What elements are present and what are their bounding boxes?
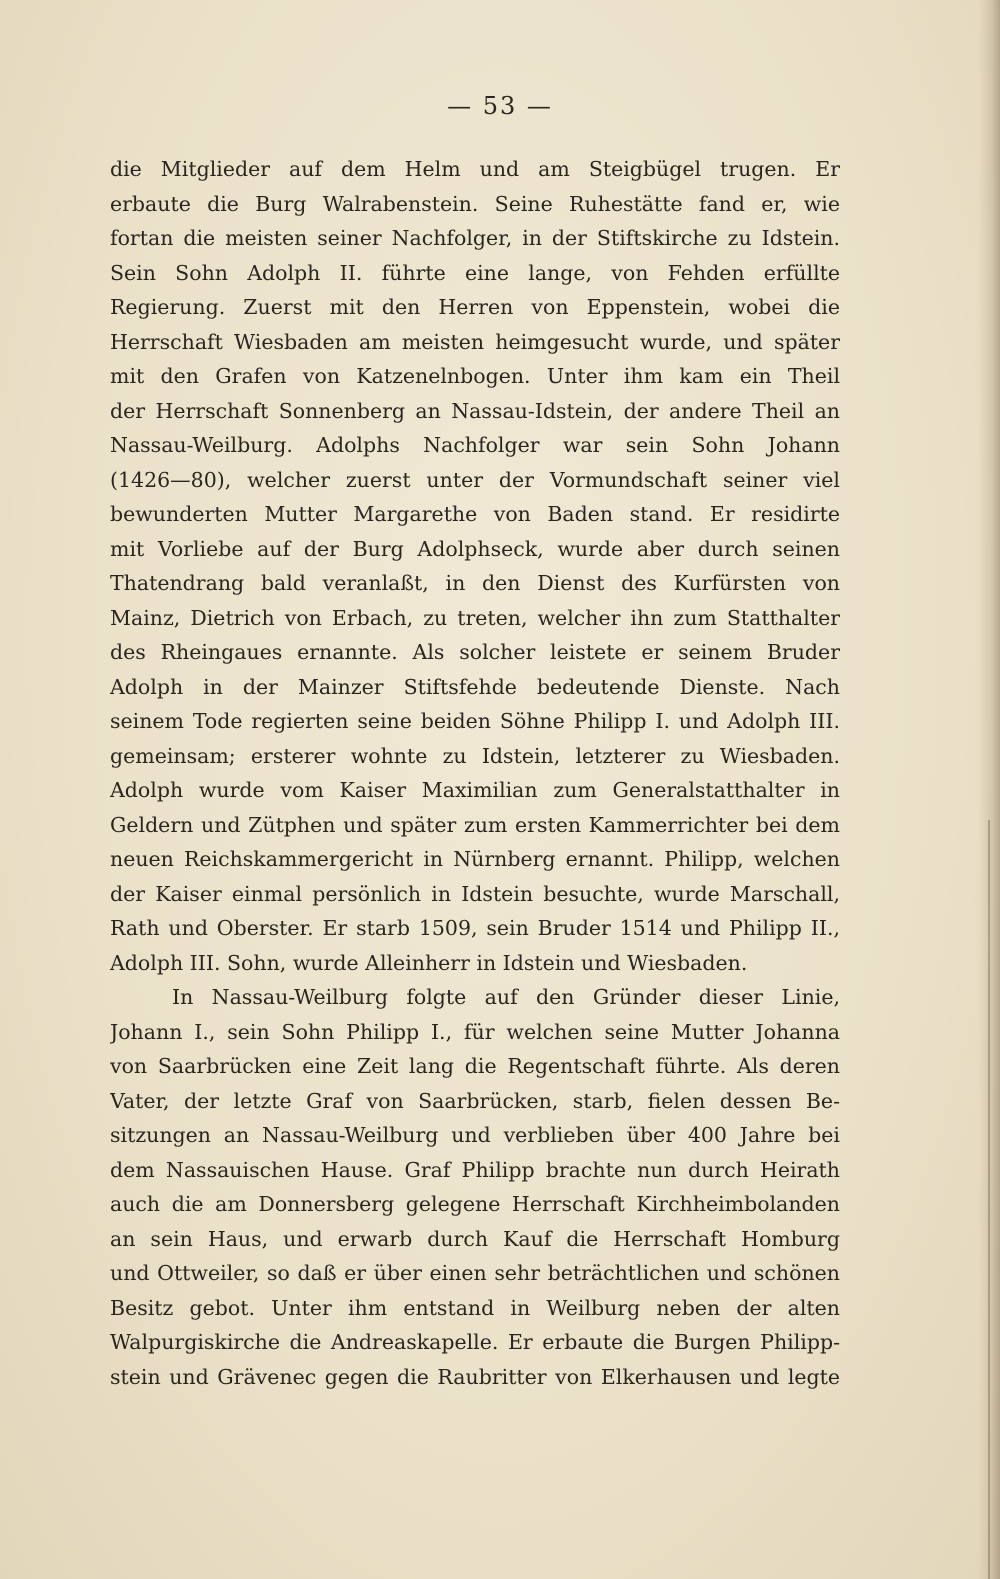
text-line: stein und Grävenec gegen die Raubritter von Elkerhausen und legte xyxy=(110,1364,840,1389)
text-line: Adolph in der Mainzer Stiftsfehde bedeutende Dienste. Nach xyxy=(110,674,840,699)
text-line: mit den Grafen von Katzenelnbogen. Unter ihm kam ein Theil xyxy=(110,364,840,388)
text-line: Johann I., sein Sohn Philipp I., für welchen seine Mutter Johanna xyxy=(110,1019,840,1044)
text-line: des Rheingaues ernannte. Als solcher leistete er seinem Bruder xyxy=(110,640,840,664)
text-line: Mainz, Dietrich von Erbach, zu treten, welcher ihn zum Statthalter xyxy=(110,605,840,630)
text-line: gemeinsam; ersterer wohnte zu Idstein, letzterer zu Wiesbaden. xyxy=(110,743,840,768)
text-line: Nassau-Weilburg. Adolphs Nachfolger war sein Sohn Johann xyxy=(110,433,840,457)
text-line: und Ottweiler, so daß er über einen sehr beträchtlichen und schönen xyxy=(110,1261,840,1285)
text-line: Sein Sohn Adolph II. führte eine lange, von Fehden erfüllte xyxy=(110,260,840,285)
paragraph-end-line: Adolph III. Sohn, wurde Alleinherr in Idstein und Wiesbaden. xyxy=(110,950,748,975)
text-line: (1426—80), welcher zuerst unter der Vormundschaft seiner viel xyxy=(110,467,840,492)
text-line: Adolph wurde vom Kaiser Maximilian zum Generalstatthalter in xyxy=(110,778,840,802)
body-text xyxy=(110,152,840,1394)
text-line: Geldern und Zütphen und später zum ersten Kammerrichter bei dem xyxy=(110,812,840,837)
text-line: Thatendrang bald veranlaßt, in den Dienst des Kurfürsten von xyxy=(110,571,840,595)
text-line: die Mitglieder auf dem Helm und am Steigbügel trugen. Er xyxy=(110,157,840,181)
text-line: dem Nassauischen Hause. Graf Philipp brachte nun durch Heirath xyxy=(110,1157,840,1182)
text-line: auch die am Donnersberg gelegene Herrschaft Kirchheimbolanden xyxy=(110,1192,840,1216)
text-line: an sein Haus, und erwarb durch Kauf die Herrschaft Homburg xyxy=(110,1226,840,1251)
text-line: der Kaiser einmal persönlich in Idstein besuchte, wurde Marschall, xyxy=(110,881,840,906)
text-line: Vater, der letzte Graf von Saarbrücken, starb, fielen dessen Be- xyxy=(110,1088,840,1113)
page-number: — 53 — xyxy=(447,92,553,120)
text-line: seinem Tode regierten seine beiden Söhne Philipp I. und Adolph III. xyxy=(110,709,840,733)
paragraph-start-line: In Nassau-Weilburg folgte auf den Gründer dieser Linie, xyxy=(172,985,840,1009)
text-line: Besitz gebot. Unter ihm entstand in Weilburg neben der alten xyxy=(110,1295,840,1320)
text-line: Regierung. Zuerst mit den Herren von Eppenstein, wobei die xyxy=(110,295,840,319)
text-line: erbaute die Burg Walrabenstein. Seine Ruhestätte fand er, wie xyxy=(110,191,840,216)
text-line: fortan die meisten seiner Nachfolger, in der Stiftskirche zu Idstein. xyxy=(110,226,840,250)
page-edge-line xyxy=(988,820,990,1579)
text-line: Walpurgiskirche die Andreaskapelle. Er erbaute die Burgen Philipp- xyxy=(110,1330,840,1354)
text-line: der Herrschaft Sonnenberg an Nassau-Idstein, der andere Theil an xyxy=(110,398,840,423)
text-line: Herrschaft Wiesbaden am meisten heimgesucht wurde, und später xyxy=(110,329,840,354)
text-line: von Saarbrücken eine Zeit lang die Regentschaft führte. Als deren xyxy=(110,1054,840,1078)
text-line: bewunderten Mutter Margarethe von Baden stand. Er residirte xyxy=(110,502,840,526)
text-line: mit Vorliebe auf der Burg Adolphseck, wurde aber durch seinen xyxy=(110,536,840,561)
text-line: Rath und Oberster. Er starb 1509, sein Bruder 1514 und Philipp II., xyxy=(110,916,840,940)
text-line: neuen Reichskammergericht in Nürnberg ernannt. Philipp, welchen xyxy=(110,847,840,871)
text-line: sitzungen an Nassau-Weilburg und verblieben über 400 Jahre bei xyxy=(110,1123,840,1147)
